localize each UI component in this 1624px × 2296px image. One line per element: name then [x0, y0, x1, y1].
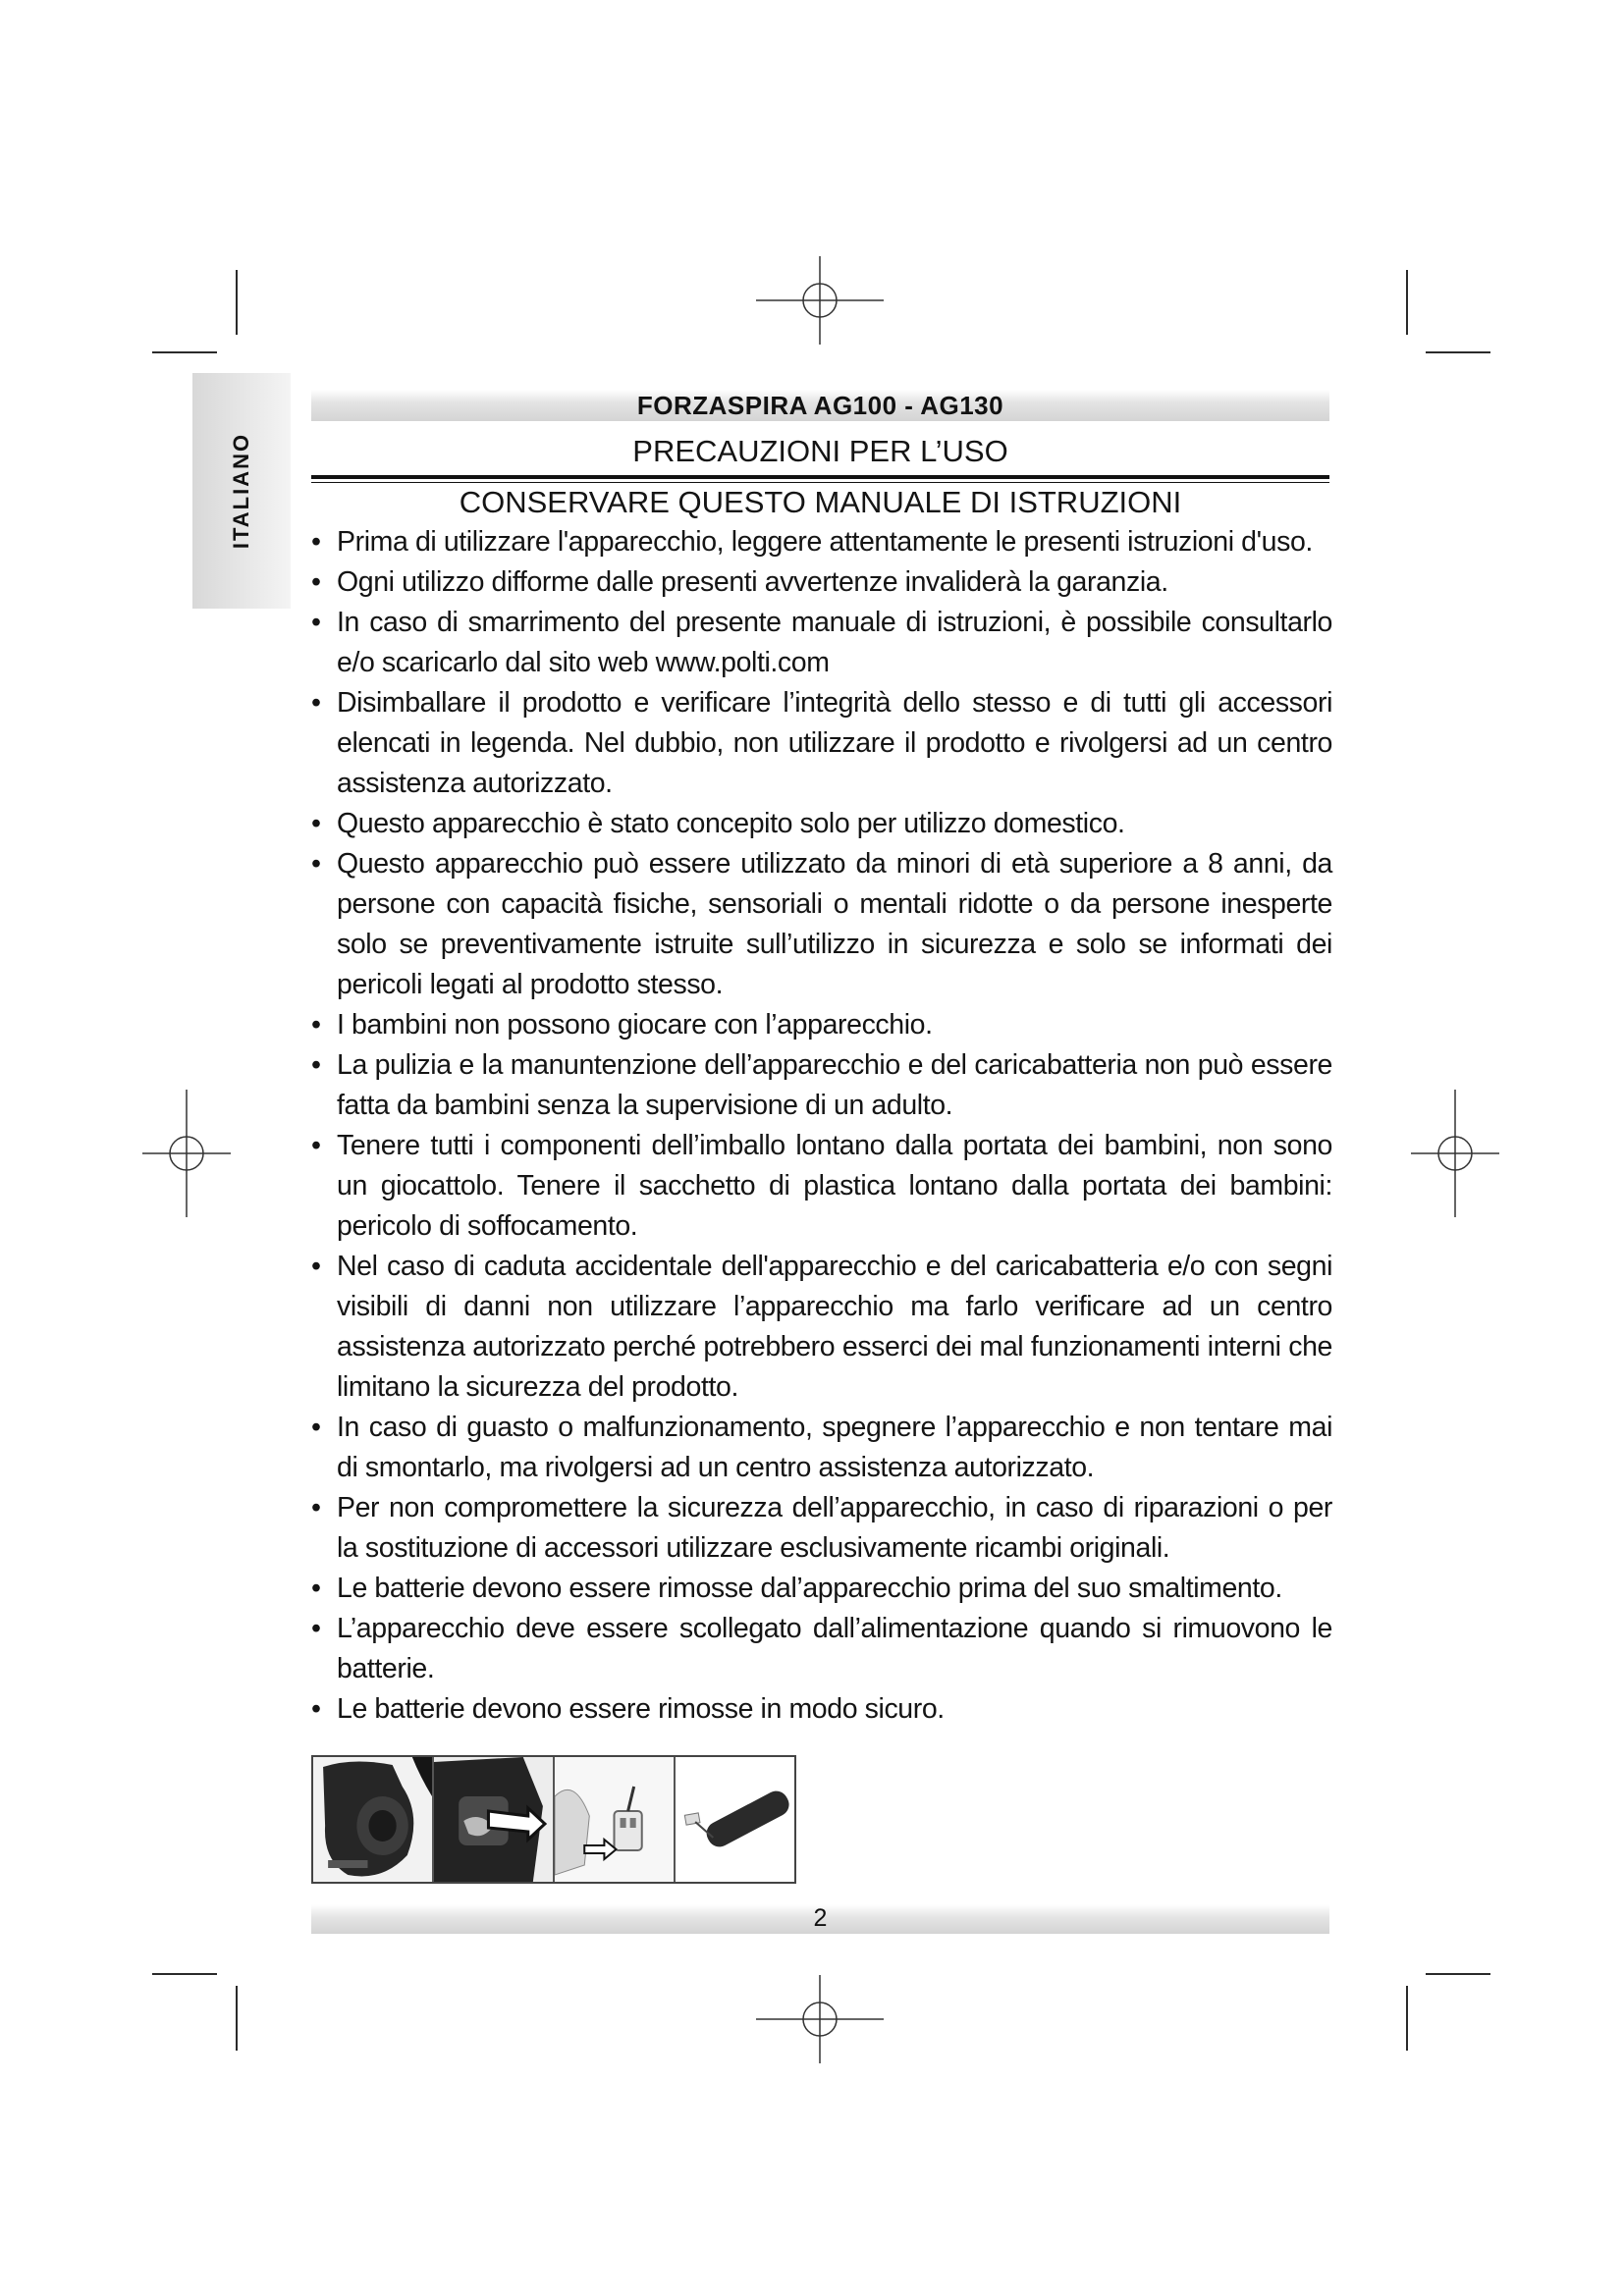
list-item: • Tenere tutti i componenti dell’imballo lontano dalla portata dei bambini, non sono un giocattolo. Tenere il sacchetto di plastica lontano dalla portata dei bambini: pericolo di soffocamento. — [311, 1126, 1332, 1247]
product-title: FORZASPIRA AG100 - AG130 — [636, 391, 1004, 420]
list-item: • Prima di utilizzare l'apparecchio, leggere attentamente le presenti istruzioni d'uso. — [311, 522, 1332, 562]
crop-mark — [1406, 1986, 1408, 2051]
footer-band — [311, 1904, 1329, 1934]
header-rule-thin — [311, 482, 1329, 483]
crop-mark — [236, 270, 238, 335]
crop-mark — [152, 351, 217, 353]
registration-mark-icon — [123, 1090, 250, 1217]
list-item: • Le batterie devono essere rimosse in modo sicuro. — [311, 1689, 1332, 1730]
list-item: • I bambini non possono giocare con l’apparecchio. — [311, 1005, 1332, 1045]
battery-removal-photos — [311, 1755, 796, 1884]
precautions-list — [311, 522, 1332, 1730]
list-item: • Ogni utilizzo difforme dalle presenti avvertenze invaliderà la garanzia. — [311, 562, 1332, 603]
list-item: • La pulizia e la manuntenzione dell’apparecchio e del caricabatteria non può essere fatta da bambini senza la supervisione di un adulto. — [311, 1045, 1332, 1126]
header-rule — [311, 475, 1329, 479]
photo-battery-connector — [555, 1757, 676, 1882]
list-item: • Questo apparecchio è stato concepito solo per utilizzo domestico. — [311, 804, 1332, 844]
registration-mark-icon — [756, 237, 884, 364]
language-label: ITALIANO — [229, 432, 253, 550]
crop-mark — [152, 1973, 217, 1975]
list-item: • Questo apparecchio può essere utilizzato da minori di età superiore a 8 anni, da persone con capacità fisiche, sensoriali o mentali ridotte o da persone inesperte solo se preventivamente istruite sull’utilizzo in sicurezza e solo se informati dei pericoli legati al prodotto stesso. — [311, 844, 1332, 1005]
list-item: • In caso di guasto o malfunzionamento, spegnere l’apparecchio e non tentare mai di smontarlo, ma rivolgersi ad un centro assistenza autorizzato. — [311, 1408, 1332, 1488]
crop-mark — [1426, 1973, 1490, 1975]
list-item: • Nel caso di caduta accidentale dell'apparecchio e del caricabatteria e/o con segni visibili di danni non utilizzare l’apparecchio ma farlo verificare ad un centro assistenza autorizzato perché potrebbero esserci dei mal funzionamenti interni che limitano la sicurezza del prodotto. — [311, 1247, 1332, 1408]
subtitle: CONSERVARE QUESTO MANUALE DI ISTRUZIONI — [459, 485, 1182, 519]
crop-mark — [236, 1986, 238, 2051]
photo-vacuum-base — [313, 1757, 434, 1882]
list-item: • Le batterie devono essere rimosse dal’apparecchio prima del suo smaltimento. — [311, 1569, 1332, 1609]
list-item: • L’apparecchio deve essere scollegato dall’alimentazione quando si rimuovono le batterie. — [311, 1609, 1332, 1689]
registration-mark-icon — [1391, 1090, 1519, 1217]
list-item: • In caso di smarrimento del presente manuale di istruzioni, è possibile consultarlo e/o scaricarlo dal sito web www.polti.com — [311, 603, 1332, 683]
header-band — [311, 390, 1329, 421]
crop-mark — [1406, 270, 1408, 335]
photo-battery-pack — [676, 1757, 794, 1882]
photo-battery-compartment — [434, 1757, 555, 1882]
language-tab — [192, 373, 291, 609]
section-title: PRECAUZIONI PER L’USO — [632, 434, 1008, 468]
page-number: 2 — [813, 1904, 828, 1932]
list-item: • Per non compromettere la sicurezza dell’apparecchio, in caso di riparazioni o per la sostituzione di accessori utilizzare esclusivamente ricambi originali. — [311, 1488, 1332, 1569]
registration-mark-icon — [756, 1955, 884, 2083]
crop-mark — [1426, 351, 1490, 353]
list-item: • Disimballare il prodotto e verificare l’integrità dello stesso e di tutti gli accessori elencati in legenda. Nel dubbio, non utilizzare il prodotto e rivolgersi ad un centro assistenza autorizzato. — [311, 683, 1332, 804]
